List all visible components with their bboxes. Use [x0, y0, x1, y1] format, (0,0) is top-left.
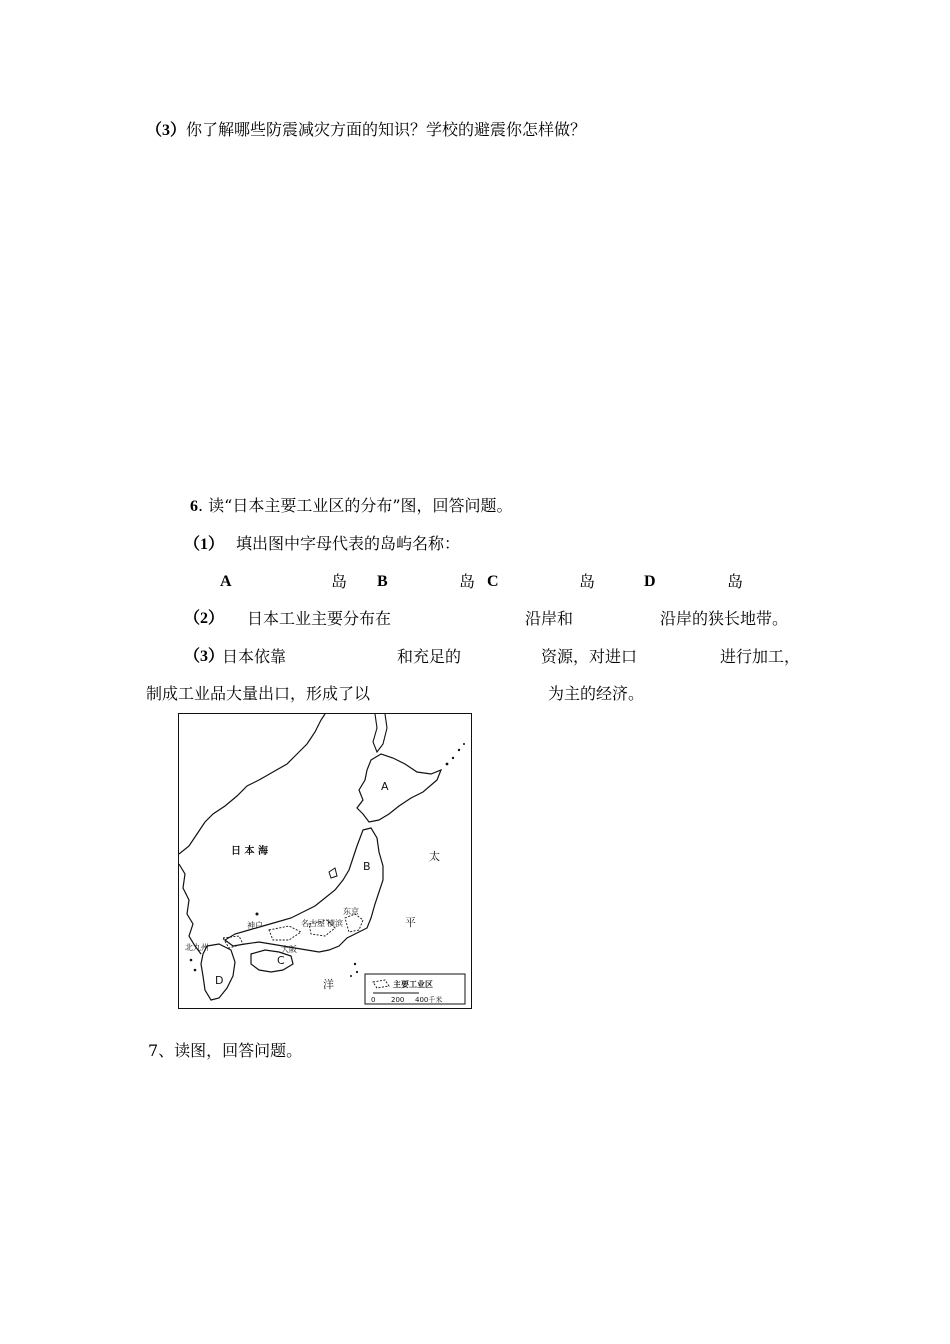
map-city-nagoya: 名古屋 [301, 919, 325, 928]
q6-part3-text1: 日本依靠 [222, 647, 287, 666]
map-label-c: C [277, 954, 285, 967]
q6-part2-number: （2） [184, 610, 225, 627]
island-d-dao: 岛 [727, 572, 744, 591]
map-city-kobe: 神户 [247, 921, 263, 930]
island-c-letter: C [487, 573, 499, 590]
map-label-d: D [215, 974, 224, 987]
q7-text: 7、读图，回答问题。 [148, 1041, 303, 1060]
sakhalin-island [373, 714, 387, 752]
mainland-coastline [179, 714, 325, 854]
map-city-osaka: 大阪 [281, 945, 297, 954]
island-d-letter: D [644, 573, 656, 590]
q6-part1 [184, 533, 460, 556]
q5-3-number: （3） [146, 122, 187, 139]
map-city-kitakyushu: 北九州 [185, 943, 209, 952]
q6-part3-text5: 制成工业品大量出口，形成了以 [146, 684, 371, 703]
q6-part2-text2: 沿岸和 [525, 609, 574, 628]
island-a-letter: A [220, 573, 232, 590]
japan-map-svg [179, 714, 470, 1007]
kyushu-island [201, 944, 235, 1000]
island-c-dao: 岛 [579, 572, 596, 591]
map-label-a: A [381, 780, 389, 793]
map-sea-label: 日 本 海 [231, 846, 268, 857]
q6-part2-text3: 沿岸的狭长地带。 [660, 609, 789, 628]
q5-3-text: 你了解哪些防震减灾方面的知识？学校的避震你怎样做？ [186, 120, 587, 139]
map-ocean-ping: 平 [405, 916, 416, 929]
map-ocean-tai: 太 [429, 850, 440, 863]
q6-part3-number: （3） [184, 648, 225, 665]
map-ocean-yang: 洋 [323, 978, 334, 991]
map-scale-0: 0 [371, 996, 376, 1004]
map-scale-400: 400千米 [415, 996, 443, 1004]
q5-3-line [146, 119, 586, 142]
q6-number: 6 [190, 498, 198, 515]
hokkaido-island [357, 754, 441, 822]
sado-island [329, 868, 337, 878]
map-city-tokyo: 东京 [343, 907, 359, 916]
q6-heading [190, 495, 513, 518]
island-b-letter: B [377, 573, 388, 590]
q6-part1-text: 填出图中字母代表的岛屿名称： [236, 534, 461, 553]
map-city-yokohama: 横滨 [327, 919, 343, 928]
island-b-dao: 岛 [459, 572, 476, 591]
japan-industry-map [178, 713, 472, 1009]
map-label-b: B [363, 860, 371, 873]
island-a-dao: 岛 [331, 572, 348, 591]
q6-part1-number: （1） [184, 536, 225, 553]
map-legend-title: 主要工业区 [393, 980, 433, 989]
q7-heading [148, 1040, 302, 1062]
map-scale-200: 200 [391, 996, 405, 1004]
q6-part2-text1: 日本工业主要分布在 [247, 609, 392, 628]
korea-coast [179, 864, 201, 954]
q6-text: . 读“日本主要工业区的分布”图，回答问题。 [198, 496, 513, 515]
q6-part3-text4: 进行加工， [720, 647, 801, 666]
q6-part3-text2: 和充足的 [397, 647, 462, 666]
q6-part3-text6: 为主的经济。 [548, 684, 645, 703]
q6-part3-text3: 资源，对进口 [541, 647, 638, 666]
